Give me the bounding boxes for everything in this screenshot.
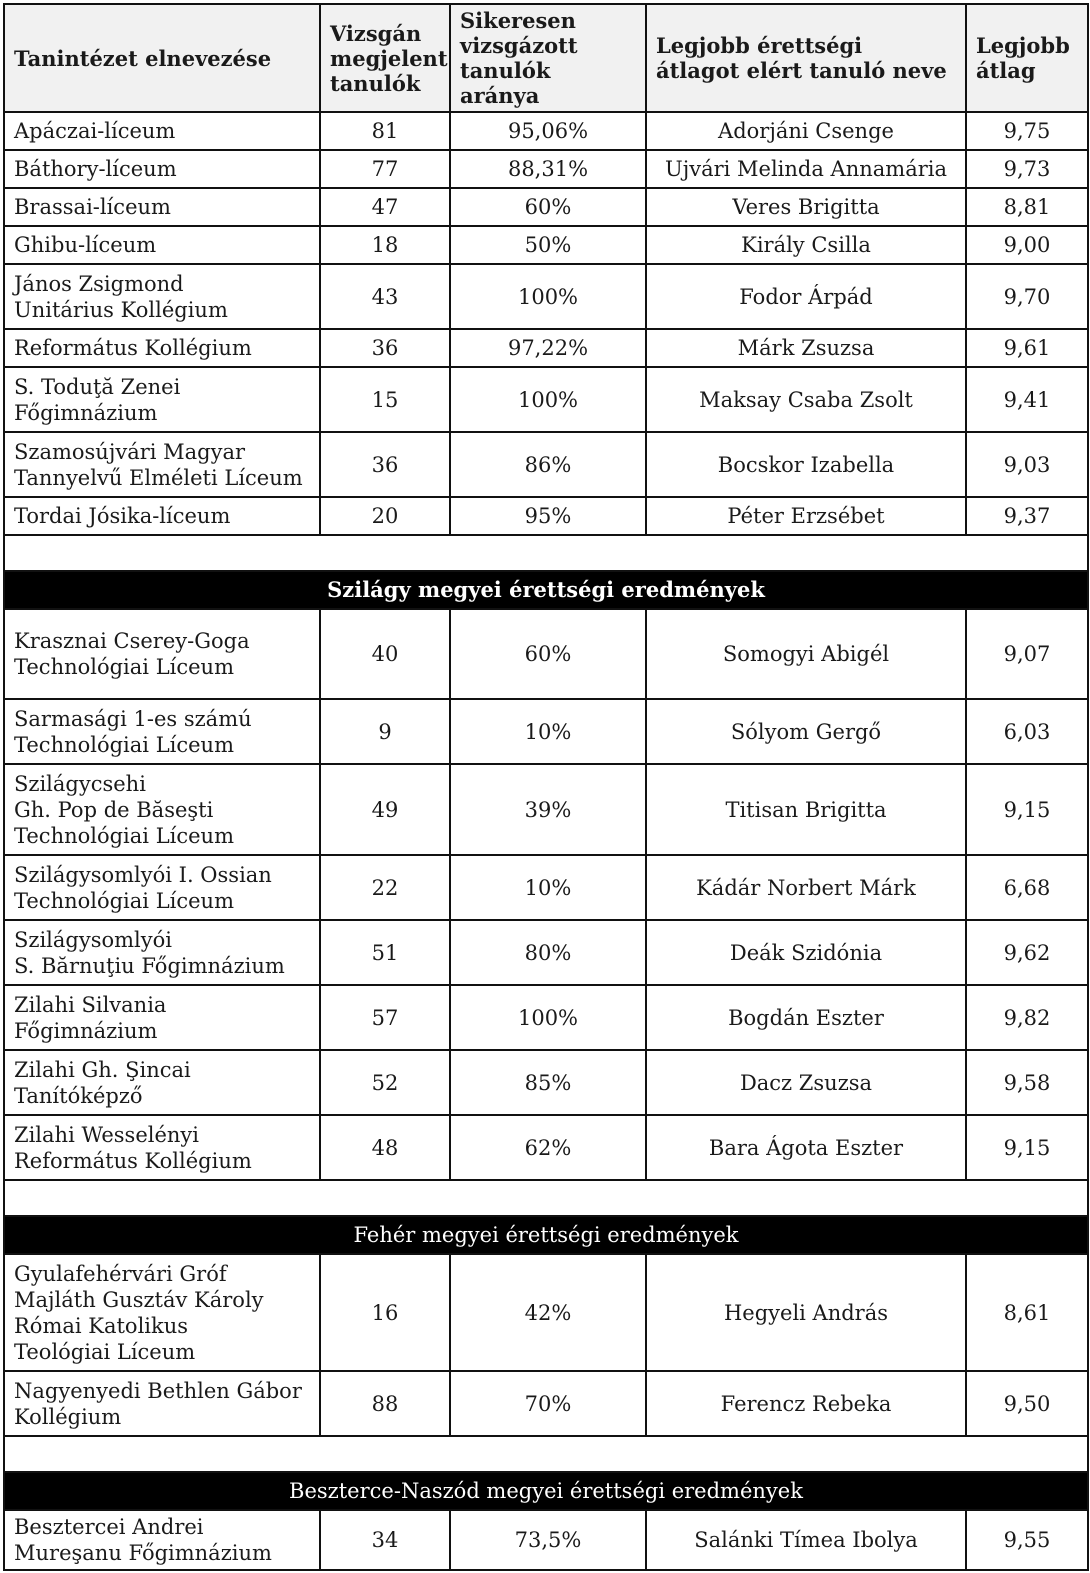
table-row [4,609,1088,699]
attended-count: 36 [320,432,450,497]
school-name: Zilahi Wesselényi Református Kollégium [4,1115,320,1180]
best-student: Bogdán Eszter [646,985,966,1050]
header-success-rate: Sikeresen vizsgázott tanulók aránya [450,4,646,112]
section-title: Beszterce-Naszód megyei érettségi eredmények [4,1472,1088,1510]
best-student: Bocskor Izabella [646,432,966,497]
attended-count: 22 [320,855,450,920]
success-rate: 100% [450,264,646,329]
header-attended: Vizsgán megjelent tanulók [320,4,450,112]
attended-count: 20 [320,497,450,535]
success-rate: 100% [450,985,646,1050]
school-name: Szilágysomlyói I. Ossian Technológiai Líceum [4,855,320,920]
table-row [4,432,1088,497]
success-rate: 70% [450,1371,646,1436]
attended-count: 18 [320,226,450,264]
school-name: Báthory-líceum [4,150,320,188]
best-student: Kádár Norbert Márk [646,855,966,920]
best-average: 6,03 [966,699,1088,764]
attended-count: 47 [320,188,450,226]
best-average: 9,07 [966,609,1088,699]
school-name: Tordai Jósika-líceum [4,497,320,535]
best-student: Fodor Árpád [646,264,966,329]
success-rate: 10% [450,855,646,920]
best-student: Hegyeli András [646,1254,966,1371]
attended-count: 16 [320,1254,450,1371]
best-average: 9,50 [966,1371,1088,1436]
table-row [4,1050,1088,1115]
table-row [4,150,1088,188]
best-average: 9,58 [966,1050,1088,1115]
school-name: Apáczai-líceum [4,112,320,150]
table-row [4,367,1088,432]
best-student: Titisan Brigitta [646,764,966,855]
best-student: Dacz Zsuzsa [646,1050,966,1115]
school-name: Sarmasági 1-es számú Technológiai Líceum [4,699,320,764]
success-rate: 62% [450,1115,646,1180]
header-row [4,4,1088,112]
section-header-szilagy [4,571,1088,609]
school-name: Nagyenyedi Bethlen Gábor Kollégium [4,1371,320,1436]
best-average: 9,73 [966,150,1088,188]
best-average: 9,62 [966,920,1088,985]
attended-count: 51 [320,920,450,985]
attended-count: 88 [320,1371,450,1436]
table-row [4,699,1088,764]
success-rate: 88,31% [450,150,646,188]
success-rate: 73,5% [450,1510,646,1570]
section-title: Fehér megyei érettségi eredmények [4,1216,1088,1254]
success-rate: 100% [450,367,646,432]
success-rate: 95% [450,497,646,535]
table-row [4,264,1088,329]
header-best-student: Legjobb érettségi átlagot elért tanuló neve [646,4,966,112]
best-average: 9,41 [966,367,1088,432]
best-student: Adorjáni Csenge [646,112,966,150]
table-row [4,920,1088,985]
best-student: Ujvári Melinda Annamária [646,150,966,188]
best-student: Ferencz Rebeka [646,1371,966,1436]
success-rate: 86% [450,432,646,497]
best-average: 9,15 [966,1115,1088,1180]
attended-count: 48 [320,1115,450,1180]
section-header-feher [4,1216,1088,1254]
table-row [4,1510,1088,1570]
success-rate: 10% [450,699,646,764]
best-average: 9,00 [966,226,1088,264]
best-student: Bara Ágota Eszter [646,1115,966,1180]
spacer-row [4,535,1088,571]
best-average: 9,61 [966,329,1088,367]
school-name: Ghibu-líceum [4,226,320,264]
table-row [4,1115,1088,1180]
success-rate: 60% [450,188,646,226]
success-rate: 85% [450,1050,646,1115]
table-row [4,855,1088,920]
results-table [3,3,1089,1571]
table-row [4,497,1088,535]
school-name: Zilahi Gh. Şincai Tanítóképző [4,1050,320,1115]
best-student: Salánki Tímea Ibolya [646,1510,966,1570]
school-name: Besztercei Andrei Mureşanu Főgimnázium [4,1510,320,1570]
attended-count: 34 [320,1510,450,1570]
best-average: 8,61 [966,1254,1088,1371]
attended-count: 15 [320,367,450,432]
best-average: 9,15 [966,764,1088,855]
table-row [4,985,1088,1050]
school-name: János Zsigmond Unitárius Kollégium [4,264,320,329]
section-header-beszterce [4,1472,1088,1510]
school-name: Zilahi Silvania Főgimnázium [4,985,320,1050]
best-student: Márk Zsuzsa [646,329,966,367]
attended-count: 49 [320,764,450,855]
table-row [4,329,1088,367]
attended-count: 52 [320,1050,450,1115]
school-name: S. Toduţă Zenei Főgimnázium [4,367,320,432]
school-name: Szilágysomlyói S. Bărnuţiu Főgimnázium [4,920,320,985]
attended-count: 81 [320,112,450,150]
attended-count: 57 [320,985,450,1050]
header-best-average: Legjobb átlag [966,4,1088,112]
best-student: Veres Brigitta [646,188,966,226]
best-student: Maksay Csaba Zsolt [646,367,966,432]
school-name: Krasznai Cserey-Goga Technológiai Líceum [4,609,320,699]
best-average: 9,55 [966,1510,1088,1570]
success-rate: 39% [450,764,646,855]
table-row [4,188,1088,226]
best-average: 9,82 [966,985,1088,1050]
school-name: Brassai-líceum [4,188,320,226]
success-rate: 95,06% [450,112,646,150]
best-average: 8,81 [966,188,1088,226]
best-average: 9,37 [966,497,1088,535]
school-name: Református Kollégium [4,329,320,367]
spacer-row [4,1436,1088,1472]
success-rate: 80% [450,920,646,985]
section-title: Szilágy megyei érettségi eredmények [4,571,1088,609]
school-name: Gyulafehérvári Gróf Majláth Gusztáv Károly Római Katolikus Teológiai Líceum [4,1254,320,1371]
table-row [4,112,1088,150]
success-rate: 97,22% [450,329,646,367]
best-student: Péter Erzsébet [646,497,966,535]
best-average: 9,70 [966,264,1088,329]
best-student: Király Csilla [646,226,966,264]
best-average: 6,68 [966,855,1088,920]
success-rate: 60% [450,609,646,699]
best-average: 9,75 [966,112,1088,150]
school-name: Szilágycsehi Gh. Pop de Băseşti Technológiai Líceum [4,764,320,855]
table-row [4,764,1088,855]
table-row [4,1254,1088,1371]
best-student: Sólyom Gergő [646,699,966,764]
table-row [4,1371,1088,1436]
attended-count: 43 [320,264,450,329]
best-student: Deák Szidónia [646,920,966,985]
attended-count: 40 [320,609,450,699]
table-row [4,226,1088,264]
attended-count: 77 [320,150,450,188]
success-rate: 50% [450,226,646,264]
school-name: Szamosújvári Magyar Tannyelvű Elméleti Líceum [4,432,320,497]
attended-count: 9 [320,699,450,764]
best-average: 9,03 [966,432,1088,497]
spacer-row [4,1180,1088,1216]
best-student: Somogyi Abigél [646,609,966,699]
attended-count: 36 [320,329,450,367]
success-rate: 42% [450,1254,646,1371]
header-school: Tanintézet elnevezése [4,4,320,112]
